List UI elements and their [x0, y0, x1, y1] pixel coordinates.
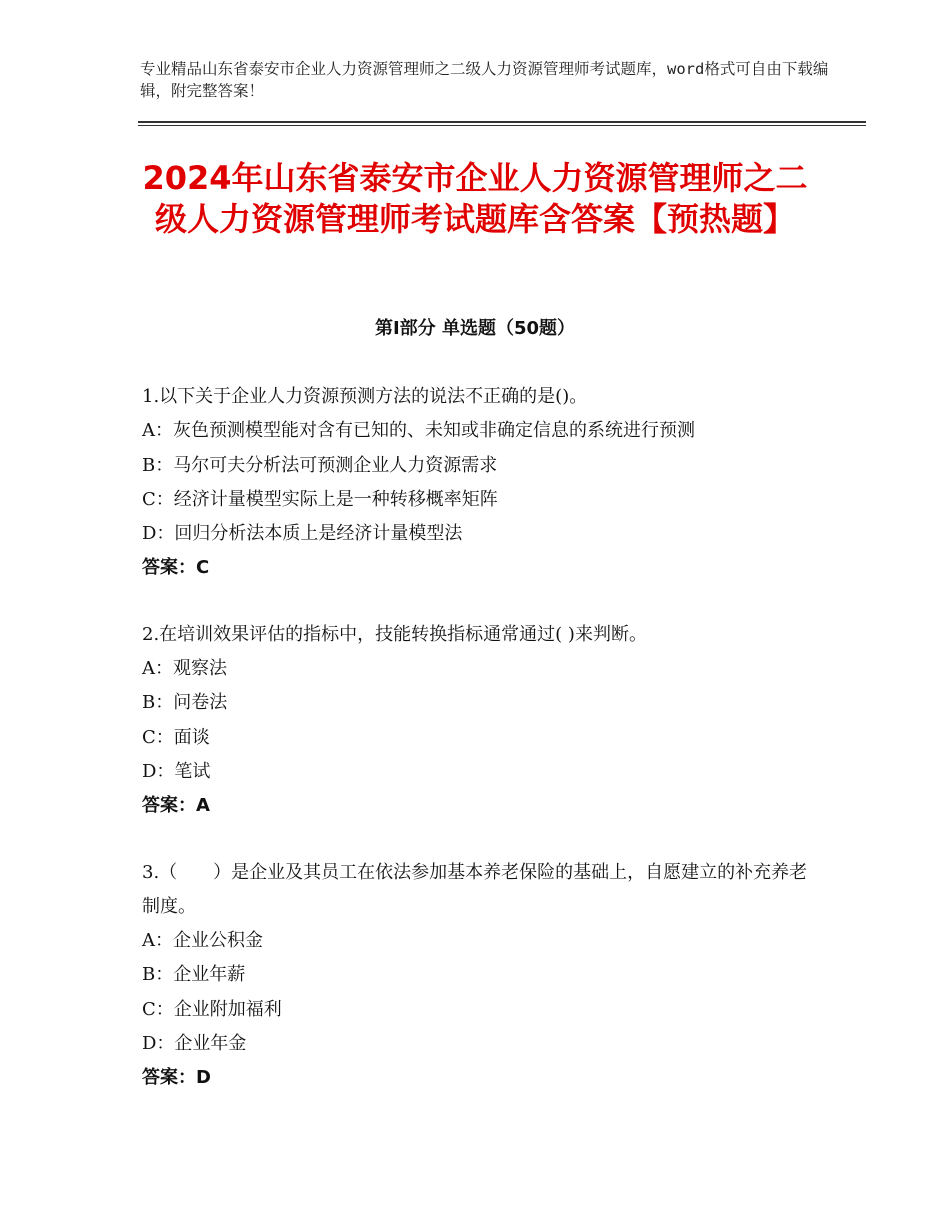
header-divider-thin [138, 125, 866, 126]
question-stem: 3.（ ）是企业及其员工在依法参加基本养老保险的基础上，自愿建立的补充养老制度。 [142, 861, 808, 917]
question-list [142, 380, 822, 1128]
header-note: 专业精品山东省泰安市企业人力资源管理师之二级人力资源管理师考试题库，word格式可自由下载编辑，附完整答案！ [140, 60, 829, 100]
option-c: C：面谈 [142, 726, 210, 748]
option-b: B：问卷法 [142, 692, 228, 714]
option-d: D：笔试 [142, 760, 211, 782]
option-a: A：灰色预测模型能对含有已知的、未知或非确定信息的系统进行预测 [142, 420, 695, 442]
option-d: D：回归分析法本质上是经济计量模型法 [142, 523, 463, 545]
header-divider-thick [138, 121, 866, 123]
document-title: 2024年山东省泰安市企业人力资源管理师之二级人力资源管理师考试题库含答案【预热题】 [142, 159, 808, 238]
question-3 [142, 856, 822, 1096]
question-1 [142, 380, 822, 586]
option-c: C：经济计量模型实际上是一种转移概率矩阵 [142, 488, 498, 510]
question-2 [142, 618, 822, 824]
answer-line: 答案：A [142, 795, 210, 817]
option-d: D：企业年金 [142, 1033, 247, 1055]
option-b: B：马尔可夫分析法可预测企业人力资源需求 [142, 454, 498, 476]
option-b: B：企业年薪 [142, 964, 246, 986]
section-heading: 第Ⅰ部分 单选题（50题） [374, 318, 575, 339]
question-stem: 1.以下关于企业人力资源预测方法的说法不正确的是()。 [142, 386, 588, 407]
answer-line: 答案：D [142, 1067, 211, 1089]
answer-line: 答案：C [142, 557, 210, 579]
option-a: A：企业公积金 [142, 930, 263, 952]
question-stem: 2.在培训效果评估的指标中，技能转换指标通常通过( )来判断。 [142, 623, 647, 645]
option-a: A：观察法 [142, 658, 227, 680]
option-c: C：企业附加福利 [142, 998, 282, 1020]
